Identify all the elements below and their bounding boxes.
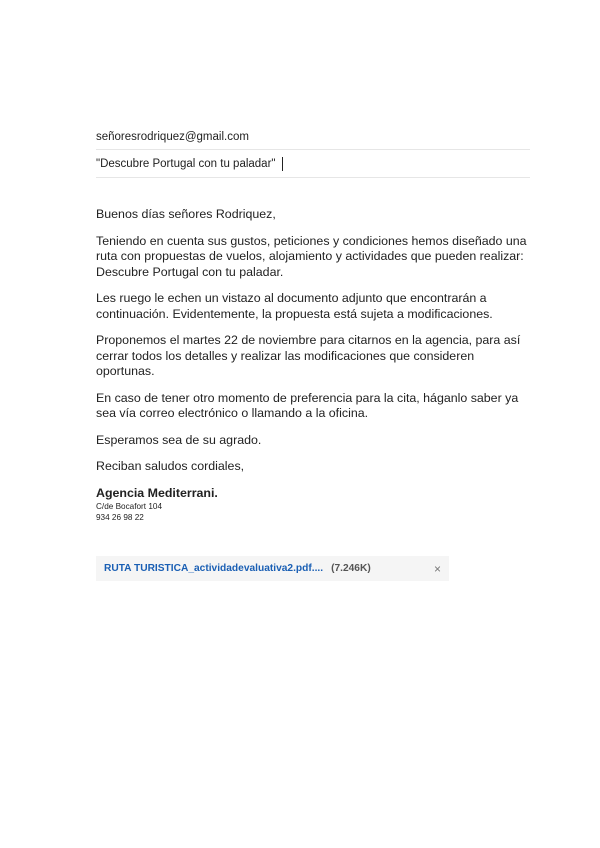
attachment-chip[interactable] (96, 556, 449, 581)
signature-name: Agencia Mediterrani. (96, 485, 218, 500)
recipient-field[interactable] (96, 128, 530, 150)
body-paragraph: Proponemos el martes 22 de noviembre para citarnos en la agencia, para así cerrar todos los detalles y realizar las modificaciones que consideren oportunas. (96, 333, 521, 378)
recipient-address: señoresrodriquez@gmail.com (96, 131, 249, 143)
greeting: Buenos días señores Rodriquez, (96, 207, 276, 221)
signature-phone: 934 26 98 22 (96, 513, 144, 522)
message-body[interactable] (96, 207, 536, 523)
body-paragraph: Reciban saludos cordiales, (96, 459, 245, 473)
signature-address: C/de Bocafort 104 (96, 502, 162, 511)
body-paragraph: Les ruego le echen un vistazo al documento adjunto que encontrarán a continuación. Evidentemente, la propuesta está sujeta a modificaciones. (96, 291, 493, 321)
subject-field[interactable] (96, 150, 530, 178)
text-cursor (282, 157, 283, 171)
close-icon[interactable]: × (433, 561, 441, 576)
body-paragraph: Teniendo en cuenta sus gustos, peticiones y condiciones hemos diseñado una ruta con propuestas de vuelos, alojamiento y actividades que pueden realizar: Descubre Portugal con tu paladar. (96, 233, 527, 279)
signature (96, 486, 536, 524)
subject-text: "Descubre Portugal con tu paladar" (96, 158, 276, 170)
compose-header (96, 128, 530, 178)
attachment-size: (7.246K) (331, 563, 371, 574)
body-paragraph: En caso de tener otro momento de preferencia para la cita, háganlo saber ya sea vía correo electrónico o llamando a la oficina. (96, 390, 519, 420)
attachment-filename[interactable]: RUTA TURISTICA_actividadevaluativa2.pdf.... (104, 563, 324, 574)
body-paragraph: Esperamos sea de su agrado. (96, 432, 262, 447)
